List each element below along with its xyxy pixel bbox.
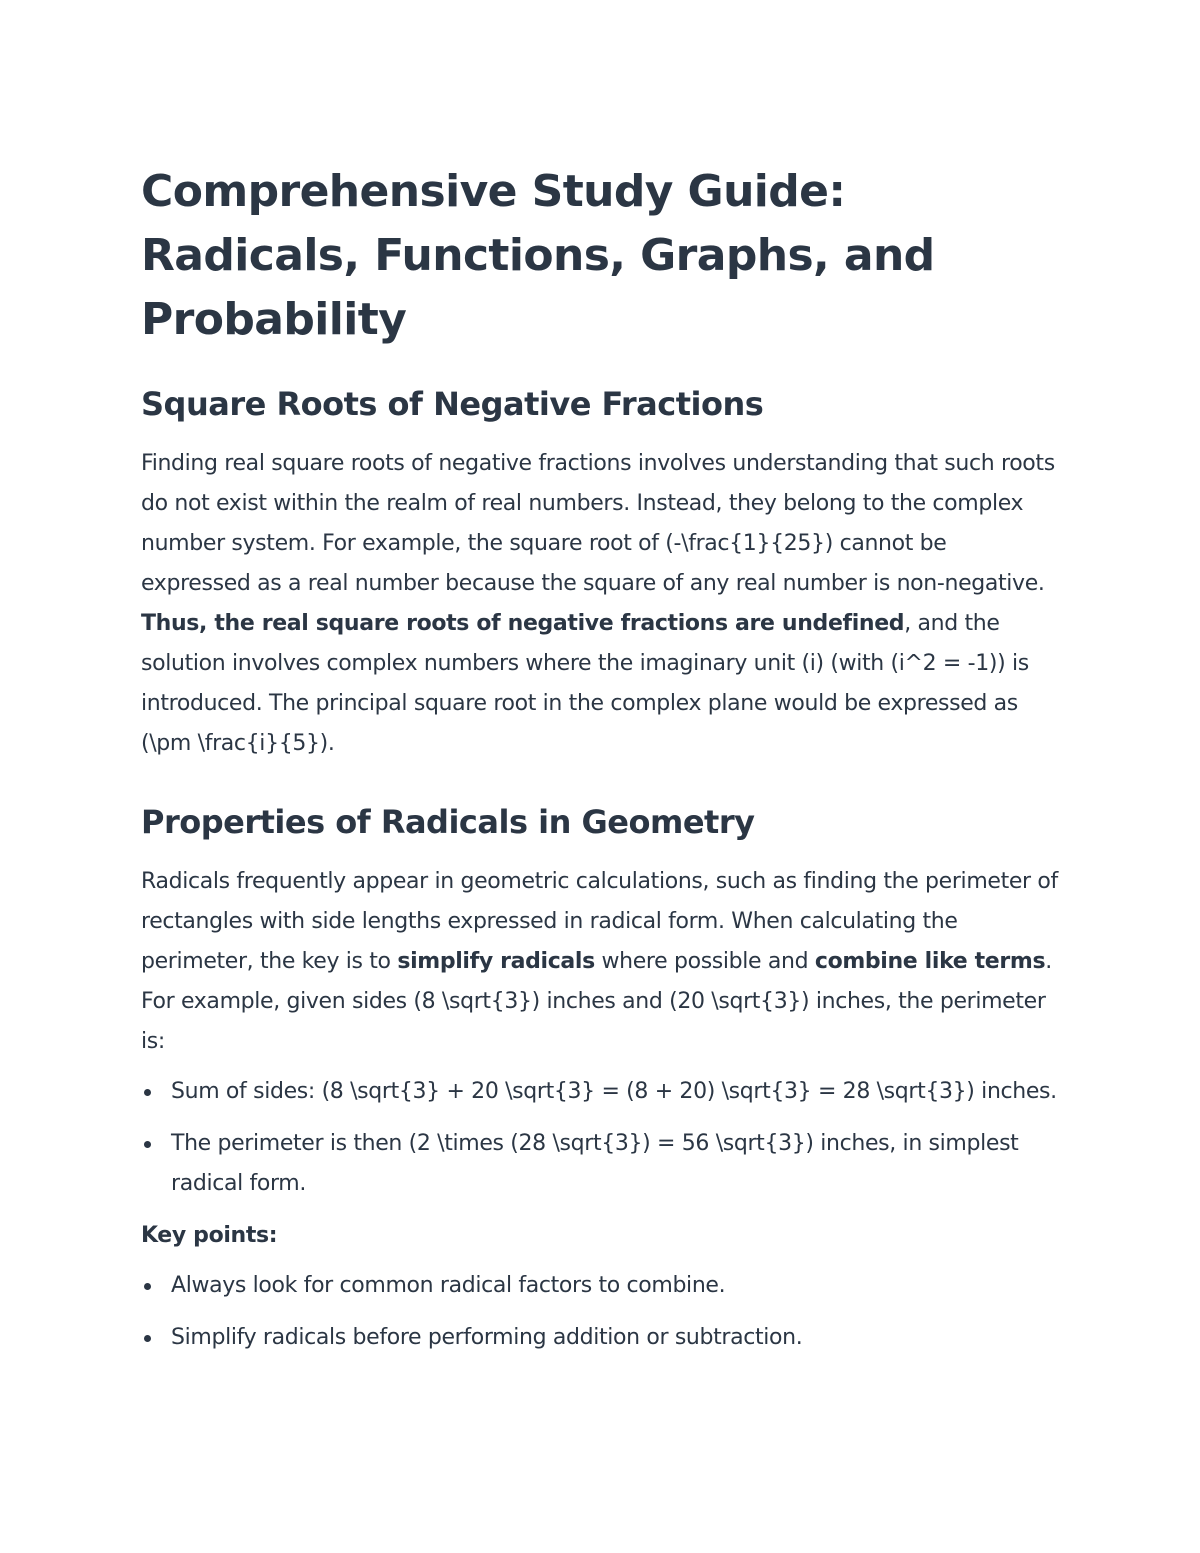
list-item [141,1124,1061,1204]
paragraph-text: Finding real square roots of negative fractions involves understanding that such roots do not exist within the realm of real numbers. Instead, they belong to the complex number system. For example, the square root of (-\frac{1}{25}) cannot be expressed as a real number because the square of any real number is non-negative. [141,451,1055,596]
section-heading-square-roots: Square Roots of Negative Fractions [141,385,764,423]
list-item [141,1318,1061,1358]
list-item-text: Always look for common radical factors to combine. [171,1273,726,1298]
paragraph-bold-text: combine like terms [814,949,1046,974]
list-item [141,1072,1061,1112]
bullet-dot-icon [144,1335,151,1342]
paragraph-square-roots [141,444,1061,764]
bullet-dot-icon [144,1141,151,1148]
list-item-text: Sum of sides: (8 \sqrt{3} + 20 \sqrt{3} = (8 + 20) \sqrt{3} = 28 \sqrt{3}) inches. [171,1079,1057,1104]
list-item-text: The perimeter is then (2 \times (28 \sqrt{3}) = 56 \sqrt{3}) inches, in simplest radical form. [171,1131,1019,1196]
paragraph-text: Radicals frequently appear in geometric calculations, such as finding the perimeter of rectangles with side lengths expressed in radical form. When calculating the perimeter, the key is to [141,869,1058,974]
paragraph-bold-text: simplify radicals [397,949,595,974]
list-item [141,1266,1061,1306]
bullet-dot-icon [144,1089,151,1096]
paragraph-text: where possible and [594,949,815,974]
section-heading-radicals-geometry: Properties of Radicals in Geometry [141,803,755,841]
page-title: Comprehensive Study Guide: Radicals, Functions, Graphs, and Probability [141,166,935,345]
bullet-dot-icon [144,1283,151,1290]
perimeter-steps-list [141,1072,1061,1204]
paragraph-text: . For example, given sides (8 \sqrt{3}) inches and (20 \sqrt{3}) inches, the perimeter is: [141,949,1052,1054]
key-points-list [141,1266,1061,1358]
document-page [141,160,1061,1370]
key-points-label: Key points: [141,1223,278,1248]
paragraph-bold-text: Thus, the real square roots of negative fractions are undefined [141,611,905,636]
paragraph-text: , and the solution involves complex numbers where the imaginary unit (i) (with (i^2 = -1)) is introduced. The principal square root in the complex plane would be expressed as (\pm \frac{i}{5}). [141,611,1029,756]
list-item-text: Simplify radicals before performing addition or subtraction. [171,1325,803,1350]
paragraph-radicals-geometry [141,862,1061,1062]
